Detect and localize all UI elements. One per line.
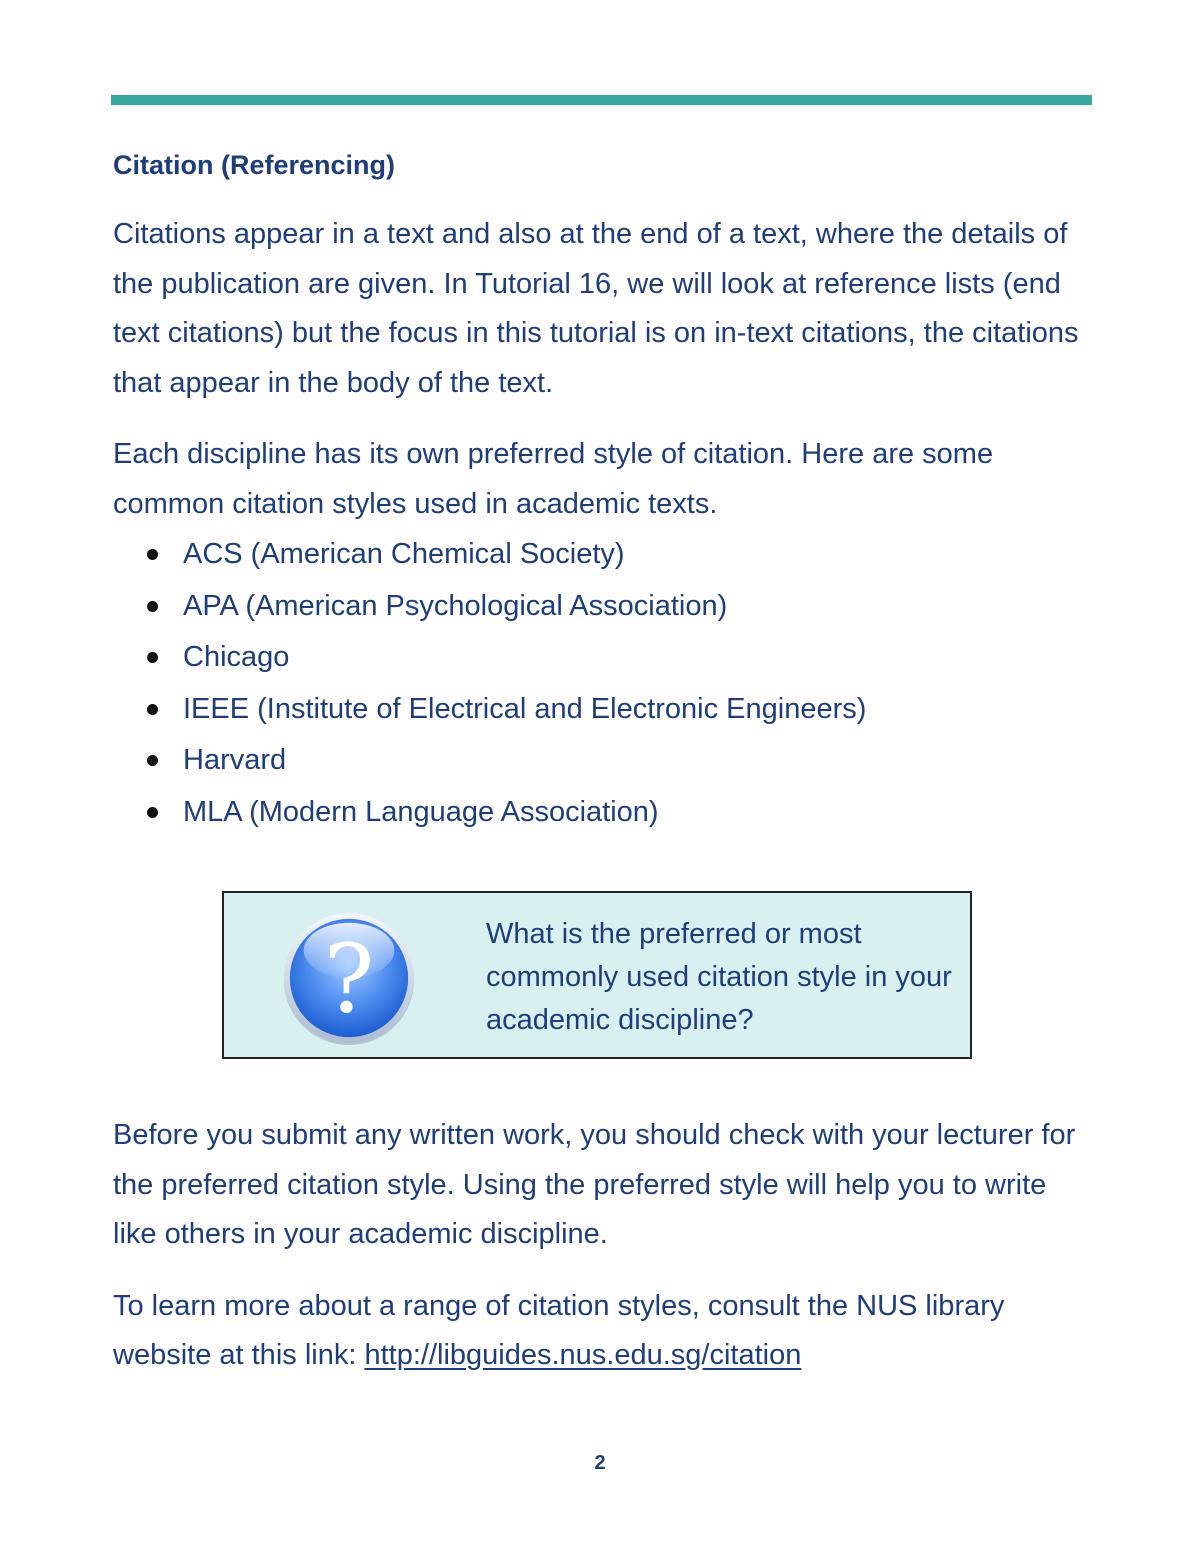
bullet-icon <box>147 601 158 612</box>
list-item-label: APA (American Psychological Association) <box>183 589 728 622</box>
top-divider-rule <box>111 95 1092 105</box>
question-callout-box <box>222 891 972 1059</box>
list-item <box>147 684 1088 736</box>
bullet-icon <box>147 704 158 715</box>
question-text: What is the preferred or most commonly used citation style in your academic discipline? <box>486 918 952 1036</box>
citation-styles-list <box>113 529 1088 838</box>
styles-intro-paragraph: Each discipline has its own preferred style of citation. Here are some common citation styles used in academic texts. <box>113 438 994 520</box>
submission-paragraph: Before you submit any written work, you should check with your lecturer for the preferred citation style. Using the preferred style will help you to write like others in your academic discipline. <box>113 1119 1076 1250</box>
list-item <box>147 787 1088 839</box>
list-item-label: ACS (American Chemical Society) <box>183 538 625 570</box>
page-number: 2 <box>594 1452 606 1474</box>
list-item-label: IEEE (Institute of Electrical and Electronic Engineers) <box>183 692 867 725</box>
section-heading: Citation (Referencing) <box>113 150 396 180</box>
list-item <box>147 581 1088 633</box>
list-item <box>147 529 1088 581</box>
resources-text: To learn more about a range of citation styles, consult the NUS library website at this link: <box>113 1289 1005 1371</box>
list-item-label: Chicago <box>183 641 290 673</box>
bullet-icon <box>147 652 158 663</box>
citation-guide-link[interactable]: http://libguides.nus.edu.sg/citation <box>364 1339 802 1371</box>
bullet-icon <box>147 807 158 818</box>
resources-paragraph <box>113 1282 1088 1381</box>
bullet-icon <box>147 549 158 560</box>
svg-text:?: ? <box>323 924 375 1035</box>
document-body-lower <box>113 1111 1088 1403</box>
list-item-label: Harvard <box>183 744 287 776</box>
question-mark-icon <box>280 909 418 1047</box>
bullet-icon <box>147 755 158 766</box>
list-item <box>147 735 1088 787</box>
intro-paragraph: Citations appear in a text and also at the end of a text, where the details of the publication are given. In Tutorial 16, we will look at reference lists (end text citations) but the focus in this tutorial is on in-text citations, the citations that appear in the body of the text. <box>113 218 1079 399</box>
list-item <box>147 632 1088 684</box>
document-body <box>113 140 1088 838</box>
list-item-label: MLA (Modern Language Association) <box>183 795 659 828</box>
